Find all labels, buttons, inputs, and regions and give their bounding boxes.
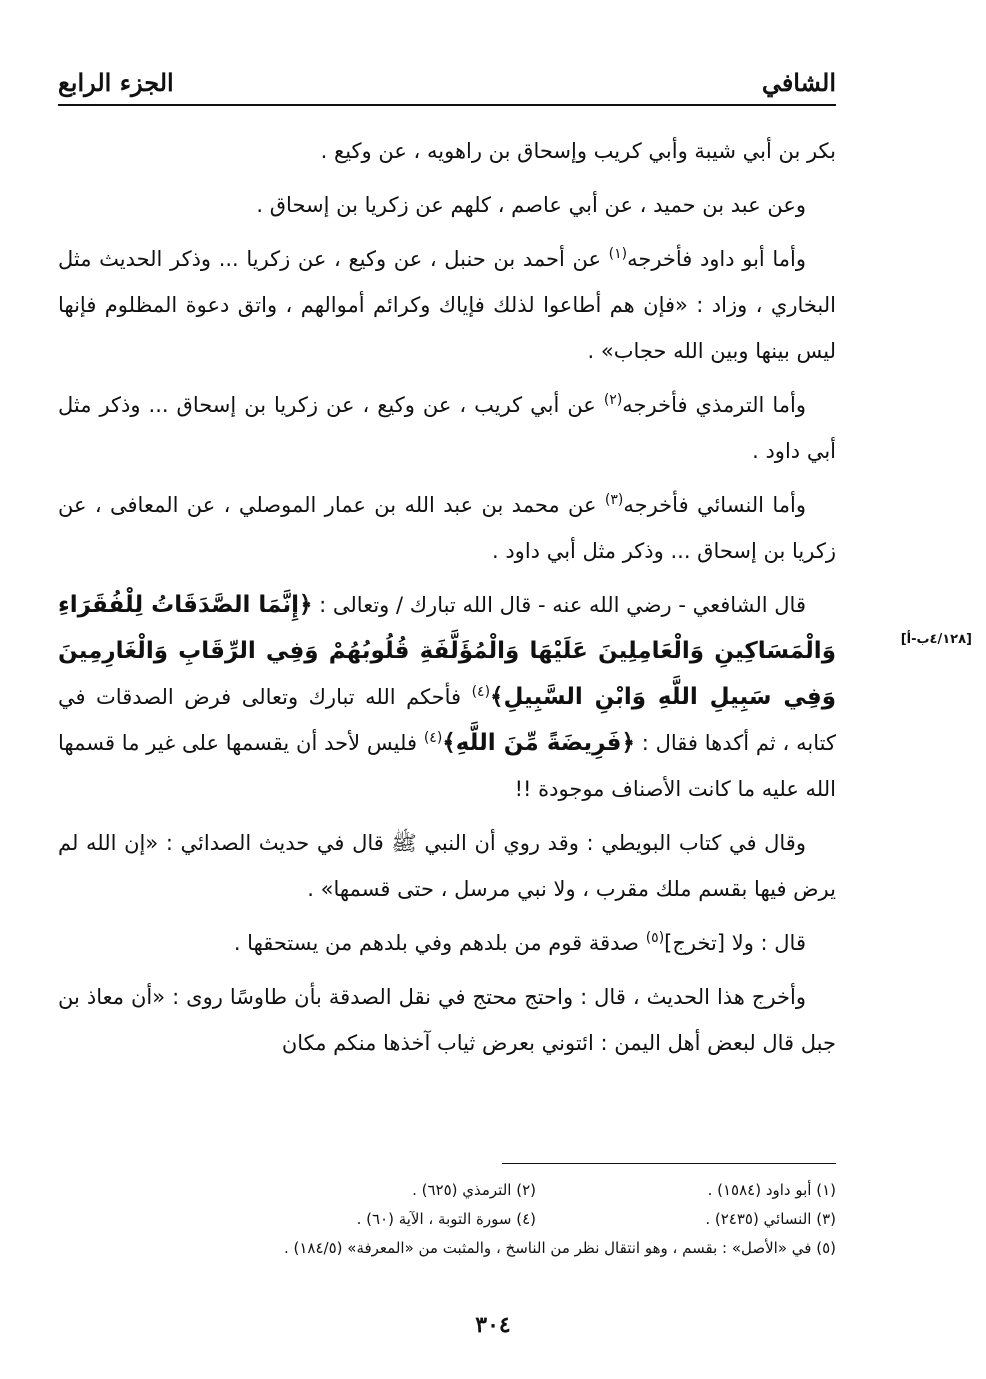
footnote-3: (٣) النسائي (٢٤٣٥) . [705,1210,836,1228]
footnote-row-1 [58,1176,836,1205]
footnote-ref-4a: (٤) [471,684,491,700]
paragraph-5-text-b: عن محمد بن عبد الله بن عمار الموصلي ، عن المعافى ، عن زكريا بن إسحاق ... وذكر مثل أبي داود . [58,493,836,563]
paragraph-8-text-a: قال : ولا [تخرج] [664,931,806,955]
footnotes [58,1176,836,1263]
paragraph-3-text-b: عن أحمد بن حنبل ، عن وكيع ، عن زكريا ... وذكر الحديث مثل البخاري ، وزاد : «فإن هم أطاعوا لذلك فإياك وكرائم أموالهم ، واتق دعوة المظلوم فإنها ليس بينها وبين الله حجاب» . [58,247,836,363]
manuscript-folio-marker: [٤/١٢٨ب-أ] [900,632,972,647]
paragraph-1: بكر بن أبي شيبة وأبي كريب وإسحاق بن راهويه ، عن وكيع . [320,139,836,163]
paragraph-4-text-b: عن أبي كريب ، عن وكيع ، عن زكريا بن إسحاق ... وذكر مثل أبي داود . [58,393,836,463]
header-book-title: الشافي [761,67,836,97]
paragraph-6-text-c: فليس لأحد أن يقسمها على غير ما قسمها الله عليه ما كانت الأصناف موجودة !! [58,731,836,801]
paragraph-7: وقال في كتاب البويطي : وقد روي أن النبي ﷺ قال في حديث الصدائي : «إن الله لم يرض فيها بقسم ملك مقرب ، ولا نبي مرسل ، حتى قسمها» . [58,831,836,901]
running-header [58,62,836,102]
quran-verse-2: ﴿فَرِيضَةً مِّنَ اللَّهِ﴾ [442,730,635,756]
footnote-ref-2: (٢) [603,392,623,408]
header-divider [58,104,836,106]
footnote-ref-1: (١) [608,246,628,262]
paragraph-3 [58,236,836,374]
paragraph-4 [58,382,836,474]
footnote-divider [502,1163,836,1164]
paragraph-4-text-a: وأما الترمذي فأخرجه [622,393,806,417]
paragraph-2: وعن عبد بن حميد ، عن أبي عاصم ، كلهم عن زكريا بن إسحاق . [256,193,806,217]
footnote-4: (٤) سورة التوبة ، الآية (٦٠) . [356,1210,536,1228]
paragraph-5 [58,482,836,574]
footnote-ref-3: (٣) [604,492,624,508]
footnote-2: (٢) الترمذي (٦٢٥) . [412,1181,536,1199]
footnote-ref-4b: (٤) [423,730,443,746]
paragraph-8 [58,920,836,966]
footnote-row-3 [58,1234,836,1263]
paragraph-6 [58,582,836,812]
footnote-row-2 [58,1205,836,1234]
paragraph-5-text-a: وأما النسائي فأخرجه [623,493,806,517]
footnote-ref-5: (٥) [645,930,665,946]
paragraph-6-text-b: فأحكم الله تبارك وتعالى فرض الصدقات في كتابه ، ثم أكدها فقال : [58,685,836,755]
page-number: ٣٠٤ [475,1312,511,1338]
paragraph-3-text-a: وأما أبو داود فأخرجه [627,247,807,271]
header-volume-label: الجزء الرابع [58,67,174,97]
footnote-5: (٥) في «الأصل» : بقسم ، وهو انتقال نظر من الناسخ ، والمثبت من «المعرفة» (١٨٤/٥) . [283,1239,836,1257]
paragraph-8-text-b: صدقة قوم من بلدهم وفي بلدهم من يستحقها . [233,931,646,955]
paragraph-9: وأخرج هذا الحديث ، قال : واحتج محتج في نقل الصدقة بأن طاوسًا روى : «أن معاذ بن جبل قال لبعض أهل اليمن : ائتوني بعرض ثياب آخذها منكم مكان [58,985,836,1055]
footnote-1: (١) أبو داود (١٥٨٤) . [707,1181,836,1199]
quran-verse-1: ﴿إِنَّمَا الصَّدَقَاتُ لِلْفُقَرَاءِ وَالْمَسَاكِينِ وَالْعَامِلِينَ عَلَيْهَا وَالْمُؤَلَّفَةِ قُلُوبُهُمْ وَفِي الرِّقَابِ وَالْغَارِمِينَ وَفِي سَبِيلِ اللَّهِ وَابْنِ السَّبِيلِ﴾ [58,592,836,710]
paragraph-6-text-a: قال الشافعي - رضي الله عنه - قال الله تبارك / وتعالى : [312,593,806,617]
main-text [58,128,836,1074]
